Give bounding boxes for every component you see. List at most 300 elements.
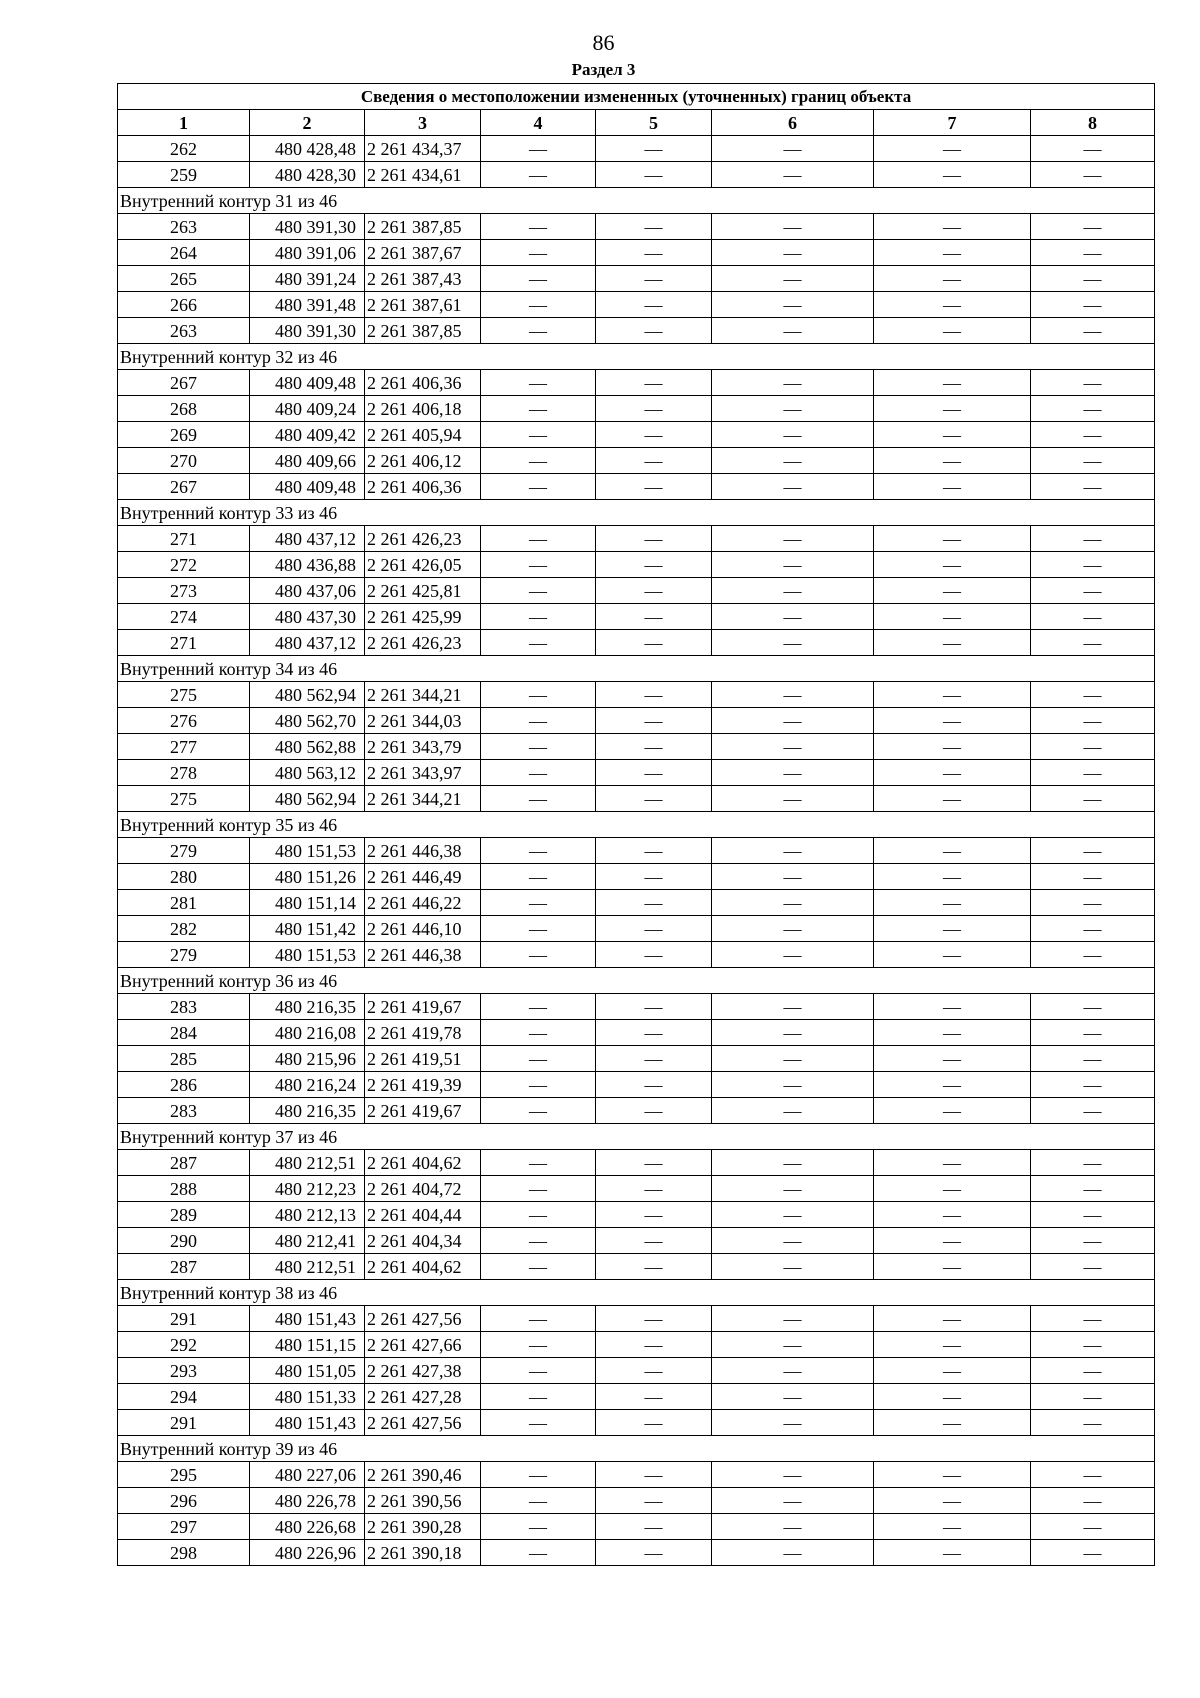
empty-value-cell: — bbox=[596, 838, 712, 864]
point-number-cell: 283 bbox=[118, 994, 250, 1020]
empty-value-cell: — bbox=[1031, 370, 1155, 396]
empty-value-cell: — bbox=[874, 1488, 1031, 1514]
empty-value-cell: — bbox=[1031, 526, 1155, 552]
table-row bbox=[118, 708, 1155, 734]
empty-value-cell: — bbox=[1031, 1410, 1155, 1436]
empty-value-cell: — bbox=[1031, 1072, 1155, 1098]
boundary-coordinates-table bbox=[117, 83, 1155, 1566]
empty-value-cell: — bbox=[712, 1046, 874, 1072]
empty-value-cell: — bbox=[874, 760, 1031, 786]
x-coordinate-cell: 480 216,24 bbox=[250, 1072, 365, 1098]
empty-value-cell: — bbox=[712, 682, 874, 708]
table-row bbox=[118, 916, 1155, 942]
point-number-cell: 276 bbox=[118, 708, 250, 734]
empty-value-cell: — bbox=[596, 266, 712, 292]
y-coordinate-cell: 2 261 446,22 bbox=[365, 890, 481, 916]
empty-value-cell: — bbox=[712, 422, 874, 448]
point-number-cell: 296 bbox=[118, 1488, 250, 1514]
empty-value-cell: — bbox=[1031, 136, 1155, 162]
empty-value-cell: — bbox=[1031, 1306, 1155, 1332]
empty-value-cell: — bbox=[596, 1332, 712, 1358]
empty-value-cell: — bbox=[874, 682, 1031, 708]
x-coordinate-cell: 480 212,23 bbox=[250, 1176, 365, 1202]
table-row bbox=[118, 1306, 1155, 1332]
table-row bbox=[118, 1332, 1155, 1358]
point-number-cell: 278 bbox=[118, 760, 250, 786]
point-number-cell: 292 bbox=[118, 1332, 250, 1358]
table-row bbox=[118, 1254, 1155, 1280]
table-row bbox=[118, 318, 1155, 344]
empty-value-cell: — bbox=[874, 396, 1031, 422]
empty-value-cell: — bbox=[596, 1098, 712, 1124]
y-coordinate-cell: 2 261 426,23 bbox=[365, 630, 481, 656]
table-row bbox=[118, 448, 1155, 474]
empty-value-cell: — bbox=[874, 240, 1031, 266]
x-coordinate-cell: 480 428,30 bbox=[250, 162, 365, 188]
empty-value-cell: — bbox=[712, 1358, 874, 1384]
table-row bbox=[118, 864, 1155, 890]
empty-value-cell: — bbox=[1031, 474, 1155, 500]
x-coordinate-cell: 480 391,06 bbox=[250, 240, 365, 266]
empty-value-cell: — bbox=[712, 1020, 874, 1046]
empty-value-cell: — bbox=[596, 1410, 712, 1436]
empty-value-cell: — bbox=[481, 526, 596, 552]
empty-value-cell: — bbox=[481, 422, 596, 448]
empty-value-cell: — bbox=[596, 1228, 712, 1254]
empty-value-cell: — bbox=[481, 266, 596, 292]
contour-heading-row bbox=[118, 188, 1155, 214]
y-coordinate-cell: 2 261 404,44 bbox=[365, 1202, 481, 1228]
table-row bbox=[118, 214, 1155, 240]
empty-value-cell: — bbox=[712, 786, 874, 812]
contour-heading-row bbox=[118, 968, 1155, 994]
x-coordinate-cell: 480 562,94 bbox=[250, 682, 365, 708]
empty-value-cell: — bbox=[481, 838, 596, 864]
x-coordinate-cell: 480 151,05 bbox=[250, 1358, 365, 1384]
table-row bbox=[118, 1358, 1155, 1384]
empty-value-cell: — bbox=[481, 1020, 596, 1046]
x-coordinate-cell: 480 212,51 bbox=[250, 1254, 365, 1280]
empty-value-cell: — bbox=[481, 942, 596, 968]
empty-value-cell: — bbox=[874, 1176, 1031, 1202]
empty-value-cell: — bbox=[596, 552, 712, 578]
empty-value-cell: — bbox=[1031, 552, 1155, 578]
empty-value-cell: — bbox=[596, 162, 712, 188]
y-coordinate-cell: 2 261 427,56 bbox=[365, 1410, 481, 1436]
column-header: 4 bbox=[481, 110, 596, 136]
empty-value-cell: — bbox=[481, 1488, 596, 1514]
empty-value-cell: — bbox=[596, 578, 712, 604]
column-header: 7 bbox=[874, 110, 1031, 136]
point-number-cell: 275 bbox=[118, 786, 250, 812]
y-coordinate-cell: 2 261 446,10 bbox=[365, 916, 481, 942]
x-coordinate-cell: 480 437,30 bbox=[250, 604, 365, 630]
empty-value-cell: — bbox=[712, 292, 874, 318]
y-coordinate-cell: 2 261 390,56 bbox=[365, 1488, 481, 1514]
empty-value-cell: — bbox=[874, 448, 1031, 474]
empty-value-cell: — bbox=[874, 422, 1031, 448]
empty-value-cell: — bbox=[712, 838, 874, 864]
empty-value-cell: — bbox=[481, 136, 596, 162]
empty-value-cell: — bbox=[596, 1514, 712, 1540]
y-coordinate-cell: 2 261 404,62 bbox=[365, 1254, 481, 1280]
x-coordinate-cell: 480 409,48 bbox=[250, 474, 365, 500]
empty-value-cell: — bbox=[481, 474, 596, 500]
x-coordinate-cell: 480 215,96 bbox=[250, 1046, 365, 1072]
x-coordinate-cell: 480 216,35 bbox=[250, 994, 365, 1020]
empty-value-cell: — bbox=[1031, 422, 1155, 448]
empty-value-cell: — bbox=[596, 786, 712, 812]
table-row bbox=[118, 1384, 1155, 1410]
empty-value-cell: — bbox=[1031, 1488, 1155, 1514]
empty-value-cell: — bbox=[712, 526, 874, 552]
section-title: Раздел 3 bbox=[571, 60, 636, 79]
y-coordinate-cell: 2 261 344,21 bbox=[365, 682, 481, 708]
empty-value-cell: — bbox=[481, 1462, 596, 1488]
x-coordinate-cell: 480 562,70 bbox=[250, 708, 365, 734]
x-coordinate-cell: 480 391,24 bbox=[250, 266, 365, 292]
empty-value-cell: — bbox=[712, 1150, 874, 1176]
y-coordinate-cell: 2 261 425,81 bbox=[365, 578, 481, 604]
contour-label: Внутренний контур 32 из 46 bbox=[118, 344, 1155, 370]
table-row bbox=[118, 136, 1155, 162]
empty-value-cell: — bbox=[1031, 1020, 1155, 1046]
x-coordinate-cell: 480 227,06 bbox=[250, 1462, 365, 1488]
empty-value-cell: — bbox=[874, 1514, 1031, 1540]
empty-value-cell: — bbox=[874, 1254, 1031, 1280]
x-coordinate-cell: 480 391,48 bbox=[250, 292, 365, 318]
empty-value-cell: — bbox=[596, 682, 712, 708]
empty-value-cell: — bbox=[596, 526, 712, 552]
empty-value-cell: — bbox=[1031, 890, 1155, 916]
empty-value-cell: — bbox=[712, 916, 874, 942]
empty-value-cell: — bbox=[596, 1150, 712, 1176]
y-coordinate-cell: 2 261 419,67 bbox=[365, 994, 481, 1020]
contour-heading-row bbox=[118, 500, 1155, 526]
table-caption: Сведения о местоположении измененных (уточненных) границ объекта bbox=[118, 84, 1155, 110]
empty-value-cell: — bbox=[596, 942, 712, 968]
point-number-cell: 273 bbox=[118, 578, 250, 604]
empty-value-cell: — bbox=[874, 474, 1031, 500]
empty-value-cell: — bbox=[1031, 1254, 1155, 1280]
empty-value-cell: — bbox=[1031, 396, 1155, 422]
table-row bbox=[118, 630, 1155, 656]
empty-value-cell: — bbox=[596, 1072, 712, 1098]
contour-label: Внутренний контур 37 из 46 bbox=[118, 1124, 1155, 1150]
y-coordinate-cell: 2 261 406,36 bbox=[365, 370, 481, 396]
empty-value-cell: — bbox=[874, 370, 1031, 396]
y-coordinate-cell: 2 261 419,67 bbox=[365, 1098, 481, 1124]
empty-value-cell: — bbox=[712, 318, 874, 344]
y-coordinate-cell: 2 261 427,56 bbox=[365, 1306, 481, 1332]
table-row bbox=[118, 292, 1155, 318]
y-coordinate-cell: 2 261 387,85 bbox=[365, 318, 481, 344]
point-number-cell: 297 bbox=[118, 1514, 250, 1540]
empty-value-cell: — bbox=[874, 1384, 1031, 1410]
table-row bbox=[118, 1540, 1155, 1566]
y-coordinate-cell: 2 261 404,34 bbox=[365, 1228, 481, 1254]
table-row bbox=[118, 890, 1155, 916]
empty-value-cell: — bbox=[481, 1540, 596, 1566]
x-coordinate-cell: 480 151,42 bbox=[250, 916, 365, 942]
empty-value-cell: — bbox=[481, 1254, 596, 1280]
empty-value-cell: — bbox=[712, 708, 874, 734]
empty-value-cell: — bbox=[481, 708, 596, 734]
x-coordinate-cell: 480 409,48 bbox=[250, 370, 365, 396]
x-coordinate-cell: 480 151,43 bbox=[250, 1410, 365, 1436]
x-coordinate-cell: 480 151,26 bbox=[250, 864, 365, 890]
empty-value-cell: — bbox=[1031, 942, 1155, 968]
y-coordinate-cell: 2 261 426,23 bbox=[365, 526, 481, 552]
empty-value-cell: — bbox=[481, 1514, 596, 1540]
point-number-cell: 270 bbox=[118, 448, 250, 474]
empty-value-cell: — bbox=[596, 1254, 712, 1280]
table-row bbox=[118, 1176, 1155, 1202]
y-coordinate-cell: 2 261 344,03 bbox=[365, 708, 481, 734]
empty-value-cell: — bbox=[596, 422, 712, 448]
empty-value-cell: — bbox=[596, 448, 712, 474]
empty-value-cell: — bbox=[481, 1332, 596, 1358]
x-coordinate-cell: 480 409,24 bbox=[250, 396, 365, 422]
empty-value-cell: — bbox=[596, 760, 712, 786]
x-coordinate-cell: 480 391,30 bbox=[250, 318, 365, 344]
empty-value-cell: — bbox=[596, 318, 712, 344]
contour-heading-row bbox=[118, 812, 1155, 838]
table-row bbox=[118, 1046, 1155, 1072]
empty-value-cell: — bbox=[481, 396, 596, 422]
empty-value-cell: — bbox=[481, 1358, 596, 1384]
x-coordinate-cell: 480 428,48 bbox=[250, 136, 365, 162]
point-number-cell: 267 bbox=[118, 370, 250, 396]
y-coordinate-cell: 2 261 406,36 bbox=[365, 474, 481, 500]
x-coordinate-cell: 480 437,06 bbox=[250, 578, 365, 604]
empty-value-cell: — bbox=[596, 864, 712, 890]
y-coordinate-cell: 2 261 426,05 bbox=[365, 552, 481, 578]
empty-value-cell: — bbox=[1031, 1046, 1155, 1072]
table-row bbox=[118, 474, 1155, 500]
point-number-cell: 298 bbox=[118, 1540, 250, 1566]
contour-heading-row bbox=[118, 1124, 1155, 1150]
empty-value-cell: — bbox=[596, 1306, 712, 1332]
empty-value-cell: — bbox=[1031, 682, 1155, 708]
empty-value-cell: — bbox=[712, 1098, 874, 1124]
y-coordinate-cell: 2 261 344,21 bbox=[365, 786, 481, 812]
point-number-cell: 263 bbox=[118, 318, 250, 344]
empty-value-cell: — bbox=[596, 1462, 712, 1488]
point-number-cell: 287 bbox=[118, 1254, 250, 1280]
point-number-cell: 266 bbox=[118, 292, 250, 318]
point-number-cell: 293 bbox=[118, 1358, 250, 1384]
x-coordinate-cell: 480 437,12 bbox=[250, 630, 365, 656]
table-row bbox=[118, 240, 1155, 266]
empty-value-cell: — bbox=[481, 604, 596, 630]
empty-value-cell: — bbox=[712, 864, 874, 890]
empty-value-cell: — bbox=[481, 630, 596, 656]
empty-value-cell: — bbox=[481, 578, 596, 604]
empty-value-cell: — bbox=[712, 890, 874, 916]
empty-value-cell: — bbox=[1031, 604, 1155, 630]
empty-value-cell: — bbox=[874, 136, 1031, 162]
empty-value-cell: — bbox=[1031, 1202, 1155, 1228]
table-row bbox=[118, 370, 1155, 396]
y-coordinate-cell: 2 261 404,72 bbox=[365, 1176, 481, 1202]
table-row bbox=[118, 266, 1155, 292]
empty-value-cell: — bbox=[712, 1202, 874, 1228]
point-number-cell: 289 bbox=[118, 1202, 250, 1228]
x-coordinate-cell: 480 409,42 bbox=[250, 422, 365, 448]
empty-value-cell: — bbox=[1031, 266, 1155, 292]
column-header: 8 bbox=[1031, 110, 1155, 136]
y-coordinate-cell: 2 261 343,79 bbox=[365, 734, 481, 760]
point-number-cell: 287 bbox=[118, 1150, 250, 1176]
x-coordinate-cell: 480 151,43 bbox=[250, 1306, 365, 1332]
x-coordinate-cell: 480 226,68 bbox=[250, 1514, 365, 1540]
empty-value-cell: — bbox=[1031, 1358, 1155, 1384]
point-number-cell: 290 bbox=[118, 1228, 250, 1254]
table-row bbox=[118, 1410, 1155, 1436]
empty-value-cell: — bbox=[874, 890, 1031, 916]
empty-value-cell: — bbox=[481, 1176, 596, 1202]
y-coordinate-cell: 2 261 434,37 bbox=[365, 136, 481, 162]
point-number-cell: 286 bbox=[118, 1072, 250, 1098]
column-header: 2 bbox=[250, 110, 365, 136]
empty-value-cell: — bbox=[712, 370, 874, 396]
empty-value-cell: — bbox=[712, 994, 874, 1020]
empty-value-cell: — bbox=[874, 630, 1031, 656]
point-number-cell: 295 bbox=[118, 1462, 250, 1488]
empty-value-cell: — bbox=[874, 1098, 1031, 1124]
empty-value-cell: — bbox=[874, 1072, 1031, 1098]
contour-heading-row bbox=[118, 1280, 1155, 1306]
y-coordinate-cell: 2 261 419,78 bbox=[365, 1020, 481, 1046]
empty-value-cell: — bbox=[596, 370, 712, 396]
point-number-cell: 263 bbox=[118, 214, 250, 240]
empty-value-cell: — bbox=[481, 916, 596, 942]
empty-value-cell: — bbox=[874, 786, 1031, 812]
y-coordinate-cell: 2 261 427,66 bbox=[365, 1332, 481, 1358]
table-row bbox=[118, 552, 1155, 578]
empty-value-cell: — bbox=[481, 370, 596, 396]
empty-value-cell: — bbox=[874, 864, 1031, 890]
empty-value-cell: — bbox=[1031, 916, 1155, 942]
x-coordinate-cell: 480 391,30 bbox=[250, 214, 365, 240]
point-number-cell: 288 bbox=[118, 1176, 250, 1202]
empty-value-cell: — bbox=[481, 1228, 596, 1254]
column-header: 1 bbox=[118, 110, 250, 136]
contour-label: Внутренний контур 38 из 46 bbox=[118, 1280, 1155, 1306]
point-number-cell: 285 bbox=[118, 1046, 250, 1072]
empty-value-cell: — bbox=[712, 734, 874, 760]
table-row bbox=[118, 578, 1155, 604]
table-row bbox=[118, 1072, 1155, 1098]
x-coordinate-cell: 480 409,66 bbox=[250, 448, 365, 474]
table-caption-row bbox=[118, 84, 1155, 110]
table-row bbox=[118, 1488, 1155, 1514]
empty-value-cell: — bbox=[1031, 1514, 1155, 1540]
x-coordinate-cell: 480 151,15 bbox=[250, 1332, 365, 1358]
empty-value-cell: — bbox=[481, 682, 596, 708]
empty-value-cell: — bbox=[1031, 318, 1155, 344]
empty-value-cell: — bbox=[596, 292, 712, 318]
empty-value-cell: — bbox=[712, 1410, 874, 1436]
empty-value-cell: — bbox=[481, 318, 596, 344]
empty-value-cell: — bbox=[1031, 1228, 1155, 1254]
column-header: 5 bbox=[596, 110, 712, 136]
x-coordinate-cell: 480 212,51 bbox=[250, 1150, 365, 1176]
empty-value-cell: — bbox=[1031, 1462, 1155, 1488]
x-coordinate-cell: 480 226,96 bbox=[250, 1540, 365, 1566]
empty-value-cell: — bbox=[596, 604, 712, 630]
x-coordinate-cell: 480 212,41 bbox=[250, 1228, 365, 1254]
x-coordinate-cell: 480 226,78 bbox=[250, 1488, 365, 1514]
empty-value-cell: — bbox=[596, 1176, 712, 1202]
point-number-cell: 291 bbox=[118, 1306, 250, 1332]
point-number-cell: 267 bbox=[118, 474, 250, 500]
x-coordinate-cell: 480 563,12 bbox=[250, 760, 365, 786]
empty-value-cell: — bbox=[481, 786, 596, 812]
empty-value-cell: — bbox=[1031, 448, 1155, 474]
empty-value-cell: — bbox=[1031, 1176, 1155, 1202]
table-row bbox=[118, 838, 1155, 864]
empty-value-cell: — bbox=[596, 916, 712, 942]
empty-value-cell: — bbox=[481, 1072, 596, 1098]
contour-label: Внутренний контур 31 из 46 bbox=[118, 188, 1155, 214]
empty-value-cell: — bbox=[874, 916, 1031, 942]
y-coordinate-cell: 2 261 387,85 bbox=[365, 214, 481, 240]
y-coordinate-cell: 2 261 405,94 bbox=[365, 422, 481, 448]
table-row bbox=[118, 1020, 1155, 1046]
point-number-cell: 279 bbox=[118, 838, 250, 864]
empty-value-cell: — bbox=[712, 578, 874, 604]
column-header-row bbox=[118, 110, 1155, 136]
empty-value-cell: — bbox=[596, 1202, 712, 1228]
point-number-cell: 271 bbox=[118, 630, 250, 656]
empty-value-cell: — bbox=[874, 1410, 1031, 1436]
point-number-cell: 265 bbox=[118, 266, 250, 292]
table-row bbox=[118, 760, 1155, 786]
empty-value-cell: — bbox=[596, 734, 712, 760]
table-row bbox=[118, 526, 1155, 552]
empty-value-cell: — bbox=[481, 1384, 596, 1410]
point-number-cell: 268 bbox=[118, 396, 250, 422]
empty-value-cell: — bbox=[712, 214, 874, 240]
contour-label: Внутренний контур 34 из 46 bbox=[118, 656, 1155, 682]
table-row bbox=[118, 422, 1155, 448]
empty-value-cell: — bbox=[874, 526, 1031, 552]
empty-value-cell: — bbox=[874, 162, 1031, 188]
empty-value-cell: — bbox=[712, 1462, 874, 1488]
empty-value-cell: — bbox=[1031, 1098, 1155, 1124]
x-coordinate-cell: 480 151,14 bbox=[250, 890, 365, 916]
table-row bbox=[118, 1202, 1155, 1228]
empty-value-cell: — bbox=[481, 240, 596, 266]
contour-heading-row bbox=[118, 344, 1155, 370]
empty-value-cell: — bbox=[1031, 864, 1155, 890]
empty-value-cell: — bbox=[1031, 162, 1155, 188]
empty-value-cell: — bbox=[712, 552, 874, 578]
contour-label: Внутренний контур 39 из 46 bbox=[118, 1436, 1155, 1462]
empty-value-cell: — bbox=[1031, 838, 1155, 864]
point-number-cell: 277 bbox=[118, 734, 250, 760]
empty-value-cell: — bbox=[874, 1150, 1031, 1176]
table-row bbox=[118, 942, 1155, 968]
empty-value-cell: — bbox=[712, 240, 874, 266]
empty-value-cell: — bbox=[481, 1410, 596, 1436]
empty-value-cell: — bbox=[712, 942, 874, 968]
contour-label: Внутренний контур 33 из 46 bbox=[118, 500, 1155, 526]
point-number-cell: 281 bbox=[118, 890, 250, 916]
empty-value-cell: — bbox=[596, 136, 712, 162]
